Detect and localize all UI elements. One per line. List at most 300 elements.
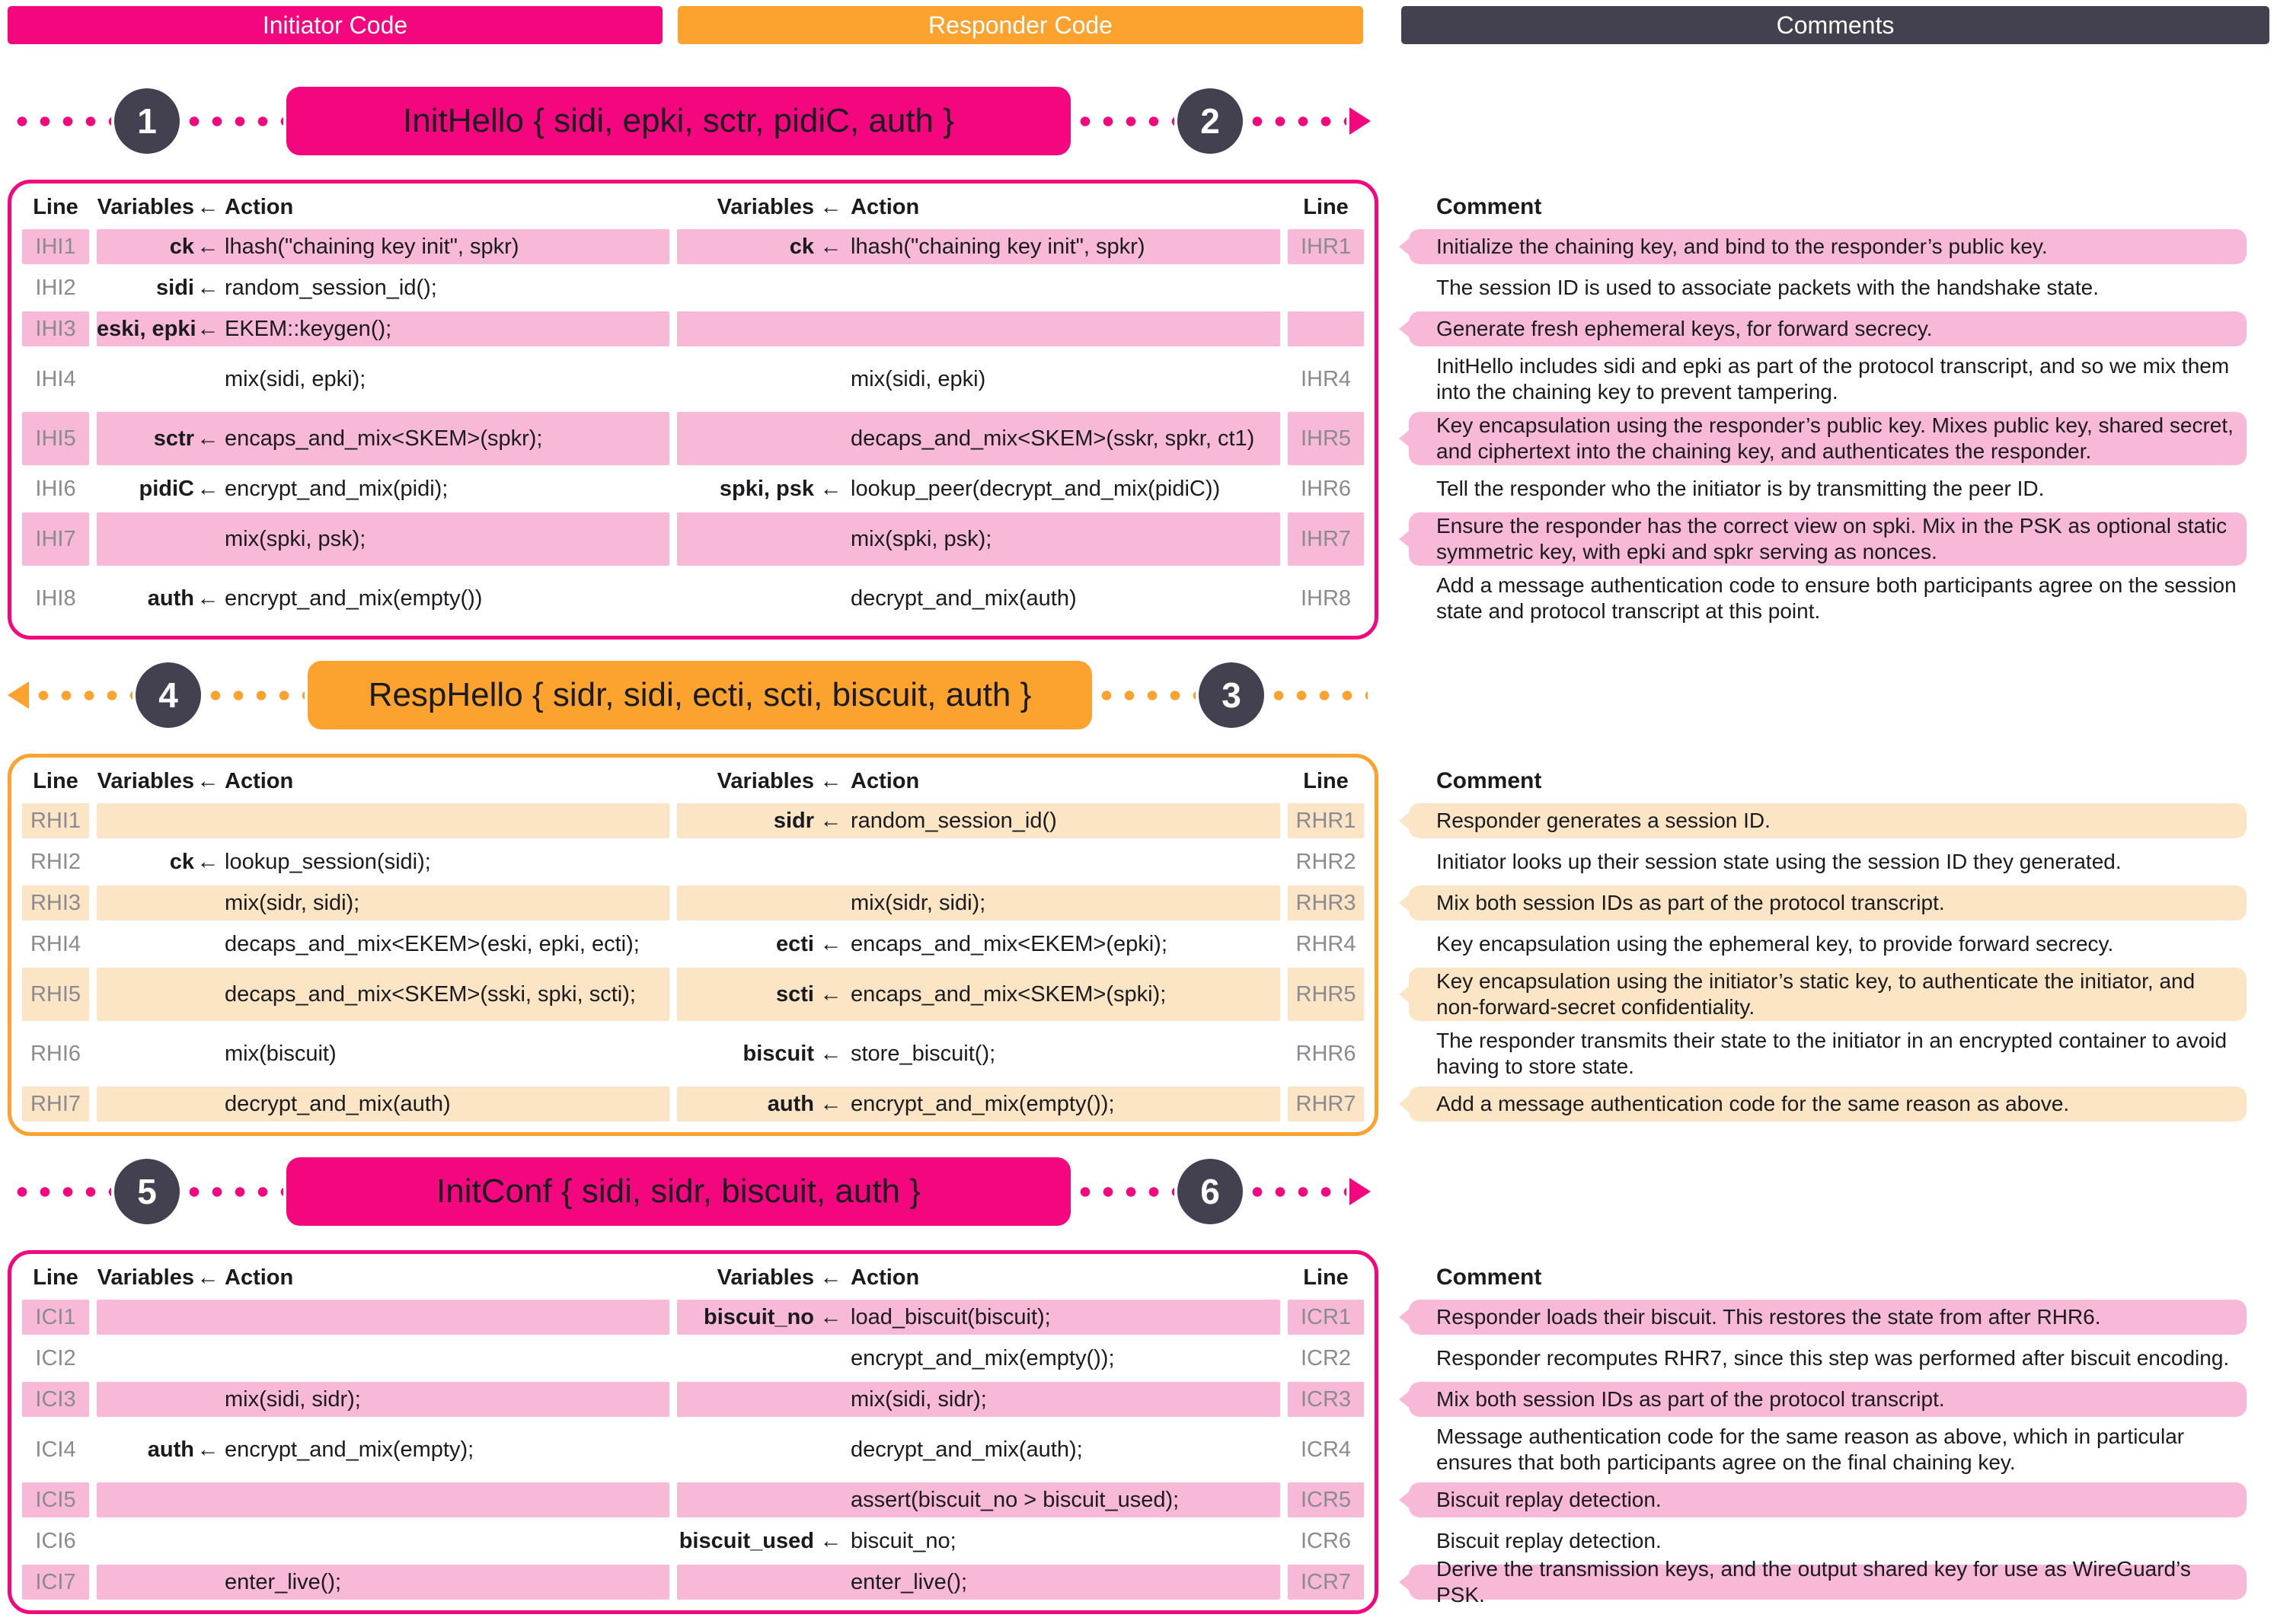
comment-row <box>1409 1086 2247 1121</box>
code-cell <box>677 885 1280 920</box>
comment-bubble <box>1409 1300 2247 1335</box>
table-row <box>22 512 1364 566</box>
comment-row <box>1409 471 2247 506</box>
comment-text: Generate fresh ephemeral keys, for forward secrecy. <box>1436 317 1933 340</box>
line-col-header: Line <box>33 1265 78 1290</box>
assign-arrow-icon: ← <box>819 1304 842 1329</box>
responder-col-header <box>677 195 1280 220</box>
code-cell <box>97 1565 669 1600</box>
comment-text: Initiator looks up their session state using the session ID they generated. <box>1436 850 2122 873</box>
message-flow-inithello <box>8 87 1371 155</box>
code-cell <box>677 1423 1280 1476</box>
line-number: IHR7 <box>1288 512 1364 566</box>
table-row <box>22 412 1364 465</box>
comment-bubble <box>1409 311 2247 346</box>
initiator-col-header <box>97 195 669 220</box>
line-number: ICI1 <box>22 1300 89 1335</box>
code-variables: sctr <box>153 426 194 451</box>
code-action: mix(sidr, sidi); <box>851 890 986 915</box>
code-cell <box>677 1341 1280 1376</box>
code-variables: ck <box>789 234 814 259</box>
code-action: decaps_and_mix<EKEM>(eski, epki, ecti); <box>225 931 640 956</box>
comments-column <box>1378 754 2247 1121</box>
code-action: assert(biscuit_no > biscuit_used); <box>851 1487 1180 1512</box>
line-number: RHR4 <box>1295 931 1356 956</box>
comment-header: Comment <box>1436 1265 1542 1290</box>
code-action: lhash("chaining key init", spkr) <box>225 234 519 259</box>
comment-row <box>1409 844 2247 879</box>
dashed-line <box>1074 116 1174 126</box>
step-circle-2: 2 <box>1177 88 1243 154</box>
code-cell <box>97 1482 669 1517</box>
comment-bubble <box>1409 229 2247 264</box>
code-action: encaps_and_mix<SKEM>(spkr); <box>225 426 543 451</box>
responder-col-header <box>677 769 1280 794</box>
code-cell <box>97 1423 669 1476</box>
table-row <box>22 1565 1364 1600</box>
code-action: EKEM::keygen(); <box>225 316 392 341</box>
line-number: ICI6 <box>35 1528 76 1553</box>
code-variables: ck <box>169 849 194 874</box>
code-cell <box>677 1523 1280 1559</box>
variables-label: Variables <box>717 768 814 793</box>
code-action: encaps_and_mix<EKEM>(epki); <box>851 931 1167 956</box>
table-row <box>22 311 1364 346</box>
comment-bubble <box>1409 1557 2247 1606</box>
dashed-line <box>1267 691 1368 700</box>
code-variables: eski, epki <box>97 316 196 341</box>
line-number: RHI7 <box>22 1086 89 1121</box>
code-variables: auth <box>147 1437 194 1462</box>
line-number: IHI3 <box>22 311 89 346</box>
action-label: Action <box>225 1265 294 1290</box>
line-number: IHR6 <box>1300 476 1352 501</box>
code-action: lookup_peer(decrypt_and_mix(pidiC)) <box>851 476 1221 501</box>
comment-bubble <box>1409 1382 2247 1417</box>
responder-col-header <box>677 1265 1280 1291</box>
line-number: ICI5 <box>22 1482 89 1517</box>
code-cell <box>677 803 1280 838</box>
code-cell <box>97 311 669 346</box>
code-cell <box>97 803 669 838</box>
code-variables: auth <box>767 1091 814 1116</box>
section-resphello <box>0 661 2277 1136</box>
code-cell <box>97 844 669 879</box>
left-arrow-icon: ← <box>819 768 842 793</box>
table-row <box>22 1423 1364 1476</box>
code-cell <box>677 968 1280 1021</box>
table-row <box>22 1086 1364 1121</box>
code-cell <box>97 229 669 264</box>
line-number: IHR1 <box>1288 229 1364 264</box>
code-variables: scti <box>776 981 814 1007</box>
line-number: RHR2 <box>1295 849 1356 874</box>
code-cell <box>97 1086 669 1121</box>
comment-row <box>1409 968 2247 1021</box>
dashed-line <box>1074 1187 1174 1197</box>
variables-label: Variables <box>97 194 194 219</box>
line-col-header: Line <box>33 194 78 219</box>
code-variables: ecti <box>776 931 814 956</box>
line-number: ICI4 <box>35 1437 76 1462</box>
comment-text: Mix both session IDs as part of the protocol transcript. <box>1436 891 1945 914</box>
initiator-col-header <box>97 769 669 794</box>
code-action: load_biscuit(biscuit); <box>851 1304 1051 1329</box>
code-action: decaps_and_mix<SKEM>(sski, spki, scti); <box>225 981 636 1007</box>
comment-row <box>1409 1382 2247 1417</box>
code-cell <box>97 353 669 406</box>
table-header <box>22 191 1364 223</box>
comment-text: Ensure the responder has the correct view on spki. Mix in the PSK as optional static symmetric key, with epki and spkr serving as nonces. <box>1436 514 2228 563</box>
left-arrow-icon: ← <box>196 768 219 793</box>
line-col-header: Line <box>1303 1265 1349 1290</box>
variables-label: Variables <box>97 768 194 793</box>
table-row <box>22 1382 1364 1417</box>
step-circle-1: 1 <box>114 88 180 154</box>
code-variables: auth <box>147 585 194 611</box>
code-action: lhash("chaining key init", spkr) <box>851 234 1145 259</box>
assign-arrow-icon: ← <box>819 476 842 501</box>
code-table-inithello <box>8 180 1378 640</box>
code-variables: sidi <box>156 275 194 300</box>
code-cell <box>677 927 1280 962</box>
assign-arrow-icon: ← <box>196 275 219 300</box>
dashed-line <box>204 691 305 700</box>
code-cell <box>677 270 1280 305</box>
line-number: ICR6 <box>1300 1528 1352 1553</box>
code-action: decrypt_and_mix(auth) <box>225 1091 451 1116</box>
comment-text: Responder recomputes RHR7, since this step was performed after biscuit encoding. <box>1436 1346 2230 1370</box>
line-number: IHR8 <box>1300 585 1352 611</box>
assign-arrow-icon: ← <box>819 1091 842 1116</box>
comment-bubble <box>1409 885 2247 920</box>
table-header <box>22 765 1364 797</box>
code-cell <box>677 512 1280 566</box>
assign-arrow-icon: ← <box>819 1528 842 1553</box>
line-number: IHI7 <box>22 512 89 566</box>
line-number: IHI4 <box>35 366 76 391</box>
step-circle-6: 6 <box>1177 1159 1243 1224</box>
comment-row <box>1409 229 2247 264</box>
table-row <box>22 927 1364 962</box>
variables-label: Variables <box>97 1265 194 1290</box>
code-cell <box>97 1341 669 1376</box>
responder-code-header: Responder Code <box>678 6 1363 44</box>
column-header-bars <box>0 0 2277 44</box>
comment-text: Derive the transmission keys, and the output shared key for use as WireGuard’s PSK. <box>1436 1557 2191 1606</box>
left-arrow-icon: ← <box>819 1265 842 1290</box>
code-table-resphello <box>8 754 1378 1136</box>
code-cell <box>677 1300 1280 1335</box>
initiator-col-header <box>97 1265 669 1291</box>
step-circle-3: 3 <box>1199 662 1264 728</box>
table-row <box>22 270 1364 305</box>
section-inithello <box>0 87 2277 640</box>
message-banner-initconf: InitConf { sidi, sidr, biscuit, auth } <box>286 1157 1071 1226</box>
table-row <box>22 1341 1364 1376</box>
code-cell <box>677 572 1280 625</box>
code-cell <box>677 229 1280 264</box>
code-variables: biscuit_used <box>679 1528 814 1553</box>
table-row <box>22 1027 1364 1080</box>
line-number <box>1288 270 1364 305</box>
comment-text: Key encapsulation using the ephemeral key, to provide forward secrecy. <box>1436 932 2114 956</box>
comment-text: Mix both session IDs as part of the protocol transcript. <box>1436 1387 1945 1411</box>
code-action: mix(biscuit) <box>225 1041 337 1066</box>
line-number: ICI2 <box>35 1345 76 1370</box>
code-action: enter_live(); <box>851 1569 968 1594</box>
code-action: decrypt_and_mix(auth); <box>851 1437 1083 1462</box>
comment-header: Comment <box>1436 194 1542 219</box>
code-cell <box>97 927 669 962</box>
variables-label: Variables <box>717 1265 814 1290</box>
arrow-right-icon <box>1349 107 1371 135</box>
line-number: RHI3 <box>22 885 89 920</box>
code-cell <box>97 471 669 506</box>
assign-arrow-icon: ← <box>819 234 842 259</box>
comment-bubble <box>1409 968 2247 1021</box>
arrow-right-icon <box>1349 1178 1371 1205</box>
code-action: random_session_id(); <box>225 275 437 300</box>
code-cell <box>97 885 669 920</box>
comment-bubble <box>1409 803 2247 838</box>
code-variables: pidiC <box>139 476 194 501</box>
dashed-line <box>183 116 283 126</box>
comment-text: Biscuit replay detection. <box>1436 1529 1662 1552</box>
line-number: IHR4 <box>1300 366 1352 391</box>
variables-label: Variables <box>717 194 814 219</box>
left-arrow-icon: ← <box>196 194 219 219</box>
code-cell <box>677 1382 1280 1417</box>
code-cell <box>677 1565 1280 1600</box>
code-cell <box>677 844 1280 879</box>
comment-text: The responder transmits their state to the initiator in an encrypted container to avoid having to store state. <box>1436 1029 2228 1078</box>
comment-text: Initialize the chaining key, and bind to the responder’s public key. <box>1436 235 2048 258</box>
code-variables: biscuit <box>742 1041 814 1066</box>
comment-text: Add a message authentication code to ensure both participants agree on the session state and protocol transcript at this point. <box>1436 573 2237 623</box>
table-row <box>22 229 1364 264</box>
code-action: encrypt_and_mix(empty()); <box>851 1345 1115 1370</box>
comment-row <box>1409 1557 2247 1606</box>
action-label: Action <box>851 194 920 219</box>
comment-row <box>1409 803 2247 838</box>
code-action: store_biscuit(); <box>851 1041 996 1066</box>
code-action: enter_live(); <box>225 1569 342 1594</box>
arrow-left-icon <box>8 681 29 709</box>
code-cell <box>97 512 669 566</box>
code-cell <box>677 471 1280 506</box>
comment-row <box>1409 1523 2247 1559</box>
code-action: lookup_session(sidi); <box>225 849 431 874</box>
code-cell <box>677 412 1280 465</box>
comment-text: Responder loads their biscuit. This restores the state from after RHR6. <box>1436 1305 2101 1329</box>
comment-bubble <box>1409 512 2247 566</box>
line-number: ICI7 <box>22 1565 89 1600</box>
table-row <box>22 885 1364 920</box>
message-flow-resphello <box>8 661 1371 729</box>
line-col-header: Line <box>1303 768 1349 793</box>
assign-arrow-icon: ← <box>196 426 219 451</box>
code-action: mix(sidi, epki); <box>225 366 366 391</box>
comment-bubble <box>1409 1086 2247 1121</box>
line-number: RHI4 <box>30 931 81 956</box>
comment-text: Responder generates a session ID. <box>1436 809 1771 832</box>
assign-arrow-icon: ← <box>196 585 219 611</box>
code-action: biscuit_no; <box>851 1528 956 1553</box>
assign-arrow-icon: ← <box>819 981 842 1007</box>
code-table-initconf <box>8 1250 1378 1614</box>
code-cell <box>97 968 669 1021</box>
code-cell <box>677 1086 1280 1121</box>
line-number: RHR3 <box>1288 885 1364 920</box>
code-action: encrypt_and_mix(empty()) <box>225 585 483 611</box>
code-cell <box>677 311 1280 346</box>
code-cell <box>97 412 669 465</box>
comment-text: The session ID is used to associate packets with the handshake state. <box>1436 276 2100 299</box>
initiator-code-header: Initiator Code <box>8 6 663 44</box>
line-number: RHI1 <box>22 803 89 838</box>
line-number: IHI6 <box>35 476 76 501</box>
dashed-line <box>1246 1187 1346 1197</box>
table-row <box>22 572 1364 625</box>
table-row <box>22 968 1364 1021</box>
code-action: encaps_and_mix<SKEM>(spki); <box>851 981 1167 1007</box>
code-variables: spki, psk <box>719 476 814 501</box>
table-row <box>22 844 1364 879</box>
action-label: Action <box>225 194 294 219</box>
assign-arrow-icon: ← <box>196 849 219 874</box>
line-number: RHR5 <box>1288 968 1364 1021</box>
code-action: mix(sidi, sidr); <box>851 1386 987 1412</box>
comment-row <box>1409 572 2247 625</box>
comment-row <box>1409 927 2247 962</box>
comment-bubble <box>1409 1482 2247 1517</box>
table-header <box>22 1262 1364 1294</box>
section-initconf <box>0 1157 2277 1614</box>
message-flow-initconf <box>8 1157 1371 1226</box>
comment-text: Tell the responder who the initiator is by transmitting the peer ID. <box>1436 477 2045 500</box>
comment-row <box>1409 412 2247 465</box>
comment-text: InitHello includes sidi and epki as part of the protocol transcript, and so we mix them into the chaining key to prevent tampering. <box>1436 354 2230 404</box>
code-action: decrypt_and_mix(auth) <box>851 585 1077 611</box>
code-cell <box>677 353 1280 406</box>
left-arrow-icon: ← <box>196 1265 219 1290</box>
code-cell <box>677 1027 1280 1080</box>
comment-row <box>1409 311 2247 346</box>
assign-arrow-icon: ← <box>819 1041 842 1066</box>
comments-header: Comments <box>1401 6 2269 44</box>
comments-column <box>1378 180 2247 625</box>
line-number: ICR5 <box>1288 1482 1364 1517</box>
comment-header: Comment <box>1436 768 1542 793</box>
code-cell <box>97 1300 669 1335</box>
line-number: ICR7 <box>1288 1565 1364 1600</box>
line-number: ICR4 <box>1300 1437 1352 1462</box>
comment-row <box>1409 1300 2247 1335</box>
line-number: IHR5 <box>1288 412 1364 465</box>
line-col-header: Line <box>33 768 78 793</box>
code-action: mix(spki, psk); <box>851 526 992 551</box>
code-variables: sidr <box>773 808 814 833</box>
action-label: Action <box>851 1265 920 1290</box>
code-cell <box>677 1482 1280 1517</box>
comment-row <box>1409 1482 2247 1517</box>
step-circle-4: 4 <box>136 662 201 728</box>
comment-text: Message authentication code for the same reason as above, which in particular ensures that both participants agree on the final chaining key. <box>1436 1425 2185 1474</box>
comment-text: Key encapsulation using the responder’s public key. Mixes public key, shared secret, and ciphertext into the chaining key, and authenticates the responder. <box>1436 413 2234 463</box>
line-number: ICI3 <box>22 1382 89 1417</box>
comment-text: Biscuit replay detection. <box>1436 1488 1662 1511</box>
assign-arrow-icon: ← <box>196 476 219 501</box>
line-number: RHR6 <box>1295 1041 1356 1066</box>
line-number: IHI1 <box>22 229 89 264</box>
line-number: ICR3 <box>1288 1382 1364 1417</box>
line-number: IHI8 <box>35 585 76 611</box>
dashed-line <box>183 1187 283 1197</box>
code-variables: ck <box>169 234 194 259</box>
line-number: RHI6 <box>30 1041 81 1066</box>
comment-row <box>1409 1423 2247 1476</box>
code-cell <box>97 1027 669 1080</box>
dashed-line <box>32 691 133 700</box>
code-action: mix(spki, psk); <box>225 526 366 551</box>
code-action: encrypt_and_mix(empty); <box>225 1437 474 1462</box>
line-number: RHR1 <box>1288 803 1364 838</box>
code-action: decaps_and_mix<SKEM>(sskr, spkr, ct1) <box>851 426 1255 451</box>
code-action: encrypt_and_mix(empty()); <box>851 1091 1115 1116</box>
table-row <box>22 1300 1364 1335</box>
line-number: RHI2 <box>30 849 81 874</box>
comment-bubble <box>1409 412 2247 465</box>
code-cell <box>97 1523 669 1559</box>
code-action: mix(sidr, sidi); <box>225 890 360 915</box>
assign-arrow-icon: ← <box>196 234 219 259</box>
action-label: Action <box>851 768 920 793</box>
line-number <box>1288 311 1364 346</box>
table-row <box>22 471 1364 506</box>
line-number: IHI2 <box>35 275 76 300</box>
comment-text: Add a message authentication code for the same reason as above. <box>1436 1092 2070 1115</box>
message-banner-resphello: RespHello { sidr, sidi, ecti, scti, biscuit, auth } <box>308 661 1092 729</box>
line-number: IHI5 <box>22 412 89 465</box>
comment-row <box>1409 885 2247 920</box>
dashed-line <box>11 116 111 126</box>
assign-arrow-icon: ← <box>819 808 842 833</box>
comments-column <box>1378 1250 2247 1606</box>
left-arrow-icon: ← <box>819 194 842 219</box>
code-cell <box>97 1382 669 1417</box>
code-action: random_session_id() <box>851 808 1057 833</box>
line-col-header: Line <box>1303 194 1349 219</box>
table-row <box>22 353 1364 406</box>
comment-row <box>1409 1341 2247 1376</box>
comment-text: Key encapsulation using the initiator’s static key, to authenticate the initiator, and non-forward-secret confidentiality. <box>1436 969 2196 1019</box>
table-row <box>22 1523 1364 1559</box>
comment-row <box>1409 353 2247 406</box>
code-action: mix(sidi, epki) <box>851 366 986 391</box>
table-row <box>22 1482 1364 1517</box>
table-row <box>22 803 1364 838</box>
code-action: encrypt_and_mix(pidi); <box>225 476 449 501</box>
code-cell <box>97 270 669 305</box>
step-circle-5: 5 <box>114 1159 180 1224</box>
code-action: mix(sidi, sidr); <box>225 1386 361 1412</box>
message-banner-inithello: InitHello { sidi, epki, sctr, pidiC, auth } <box>286 87 1071 155</box>
line-number: RHR7 <box>1288 1086 1364 1121</box>
comment-row <box>1409 270 2247 305</box>
line-number: ICR1 <box>1288 1300 1364 1335</box>
assign-arrow-icon: ← <box>196 316 219 341</box>
